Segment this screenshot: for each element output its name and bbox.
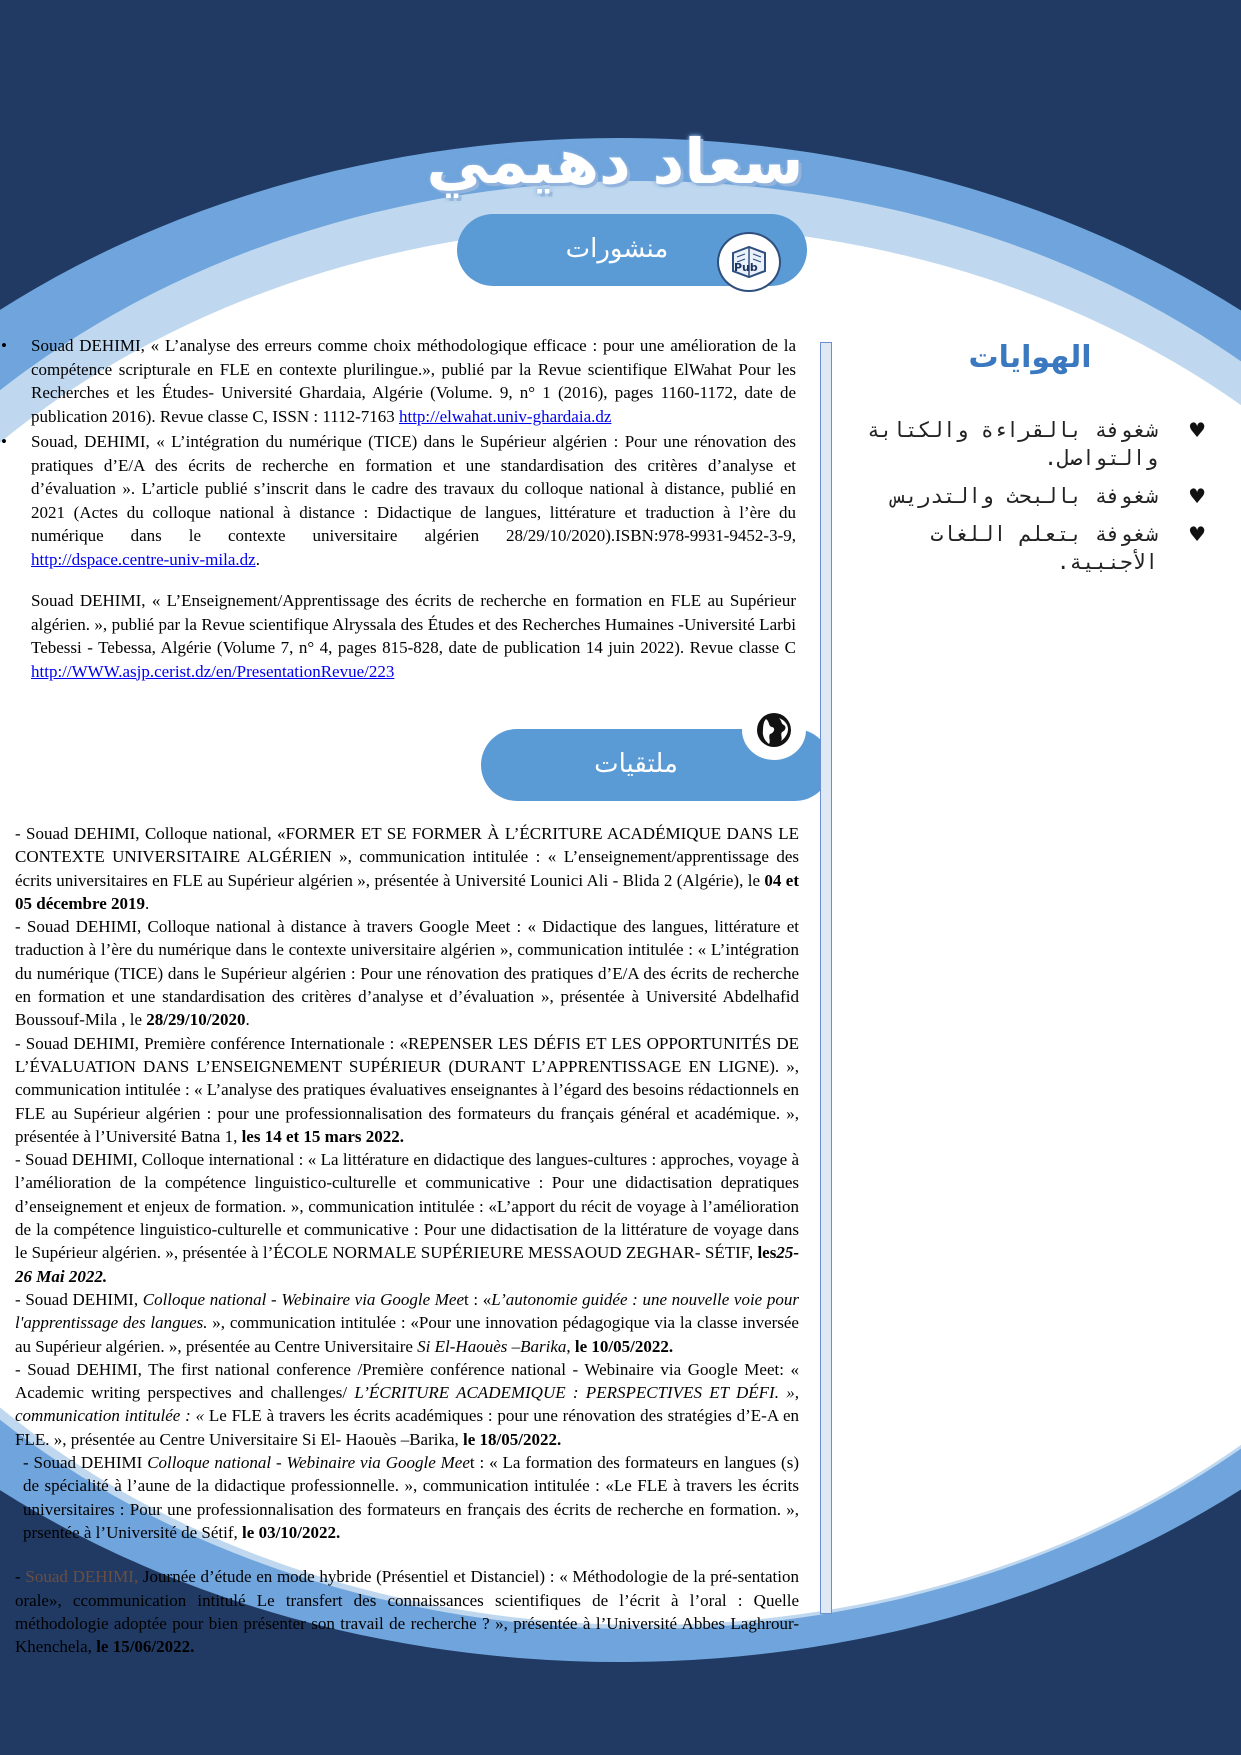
conference-theme: L’autonomie guidée : une nouvelle voie pour l'apprentissage des langues. xyxy=(15,1289,799,1333)
conference-item xyxy=(15,1148,799,1288)
publication-link[interactable]: http://dspace.centre-univ-mila.dz xyxy=(31,549,256,569)
conference-item xyxy=(15,1451,799,1544)
conference-text-part: , xyxy=(566,1336,575,1356)
conference-end: . xyxy=(145,893,150,913)
conference-text: - Souad DEHIMI xyxy=(23,1453,148,1473)
conference-date: le 03/10/2022. xyxy=(242,1522,341,1542)
hobby-text: شغوفة بالبحث والتدريس xyxy=(892,484,1158,508)
conference-date: le 18/05/2022. xyxy=(463,1429,562,1449)
publications-title: منشورات xyxy=(565,234,669,264)
conference-text-part: t : « xyxy=(464,1289,492,1309)
conference-item xyxy=(15,915,799,1031)
conference-event: Colloque national - Webinaire via Google Mee xyxy=(147,1453,470,1473)
hobby-item xyxy=(860,520,1220,576)
conference-item xyxy=(15,1358,799,1451)
publications-list xyxy=(1,334,796,685)
heart-icon: ♥ xyxy=(1188,484,1206,508)
conferences-list xyxy=(15,822,799,1658)
hobby-text: شغوفة بالقراءة والكتابة والتواصل. xyxy=(867,418,1158,470)
conference-text: - Souad DEHIMI, The first national conference /Première conférence national - Webinaire via Google Meet: « Academic writing perspectives and challenges/ xyxy=(15,1359,799,1403)
conference-venue: Si El-Haouès –Barika xyxy=(417,1336,567,1356)
conferences-title: ملتقيات xyxy=(594,749,678,779)
publication-link[interactable]: http://elwahat.univ-ghardaia.dz xyxy=(398,406,612,426)
conference-date: 25-26 Mai 2022. xyxy=(15,1243,799,1286)
conference-end: . xyxy=(245,1010,250,1030)
conference-text-part: t : « La formation des formateurs en langues (s) de spécialité à l’aune de la didactique professionnelle. », communication intitulée : «Le FLE à travers les écrits universitaires : Pour une professionnalisation des formateurs en français des écrits de recherche en formation. », prsentée à l’Université de Sétif, xyxy=(23,1453,799,1542)
publication-item xyxy=(1,430,796,571)
hobby-item xyxy=(860,482,1220,510)
hobbies-title: الهوايات xyxy=(968,340,1092,375)
svg-text:Pub: Pub xyxy=(734,261,758,274)
conference-item xyxy=(15,1288,799,1358)
globe-icon xyxy=(742,700,806,760)
publication-end: . xyxy=(255,549,260,569)
hobbies-list xyxy=(860,416,1220,586)
conference-text: - Souad DEHIMI, xyxy=(15,1289,143,1309)
person-name: سعاد دهيمي xyxy=(426,125,804,198)
bullet: • xyxy=(1,432,7,451)
publication-item xyxy=(31,589,796,683)
publication-icon xyxy=(717,232,781,292)
conference-text-part: Journée d’étude en mode hybride (Présentiel et Distanciel) : « Méthodologie de la pré-sentation orale», ccommunication intitulé Le transfert des connaissances scientifiques de l’écrit à l’oral : Quelle méthodologie adoptée pour bien présenter son travail de recherche ? », présentée à l’Université Abbes Laghrour-Khenchela, xyxy=(15,1567,799,1657)
conference-date: 28/29/10/2020 xyxy=(146,1010,246,1030)
heart-icon: ♥ xyxy=(1188,522,1206,546)
conference-text: - Souad DEHIMI, Première conférence Internationale : «REPENSER LES DÉFIS ET LES OPPORTUNITÉS DE L’ÉVALUATION DANS L’ENSEIGNEMENT SUPÉRIEUR (DURANT L’APPRENTISSAGE EN LIGNE). », communication intitulée : « L’analyse des pratiques évaluatives enseignantes à l’égard des besoins rédactionnels en FLE au Supérieur algérien : pour une professionnalisation des formateurs du français général et académique. », présentée à l’Université Batna 1, xyxy=(15,1033,799,1146)
conference-date: 04 et 05 décembre 2019 xyxy=(15,870,799,913)
conference-text: - Souad DEHIMI, Colloque national à distance à travers Google Meet : « Didactique des langues, littérature et traduction à l’ère du numérique dans le contexte universitaire algérien », communication intitulée : « L’intégration du numérique (TICE) dans le Supérieur algérien : Pour une rénovation des pratiques d’E/A des écrits de recherche en formation et une standardisation des critères d’analyse et d’évaluation », présentée à Université Abdelhafid Boussouf-Mila , le xyxy=(15,917,799,1030)
conference-date: le 10/05/2022. xyxy=(574,1336,674,1356)
conference-item xyxy=(15,822,799,915)
conference-date: les 14 et 15 mars 2022. xyxy=(241,1126,404,1146)
publication-text: Souad DEHIMI, « L’analyse des erreurs comme choix méthodologique efficace : pour une amélioration de la compétence scripturale en FLE en contexte plurilingue.», publié par la Revue scientifique ElWahat Pour les Recherches et les Études- Université Ghardaia, Algérie (Volume. 9, n° 1 (2016), pages 1160-1172, date de publication 2016). Revue classe C, ISSN : 1112-7163 xyxy=(31,336,796,426)
publication-link[interactable]: http://WWW.asjp.cerist.dz/en/PresentationRevue/223 xyxy=(31,661,395,681)
conference-text: - Souad DEHIMI, Colloque national, «FORMER ET SE FORMER À L’ÉCRITURE ACADÉMIQUE DANS LE CONTEXTE UNIVERSITAIRE ALGÉRIEN », communication intitulée : « L’enseignement/apprentissage des écrits universitaires en FLE au Supérieur algérien », présentée à Université Lounici Ali - Blida 2 (Algérie), le xyxy=(15,824,799,890)
conference-author: Souad DEHIMI, xyxy=(25,1567,139,1587)
conference-text: - xyxy=(15,1567,26,1587)
publication-text: Souad, DEHIMI, « L’intégration du numérique (TICE) dans le Supérieur algérien : Pour une rénovation des pratiques d’E/A des écrits de recherche en formation et une standardisation des critères d’analyse et d’évaluation ». L’article publié s’inscrit dans le cadre des travaux du colloque national à distance, publié en 2021 (Actes du colloque national à distance : Didactique de langues, littérature et traduction à l’ère du numérique dans le contexte universitaire algérien 28/29/10/2020).ISBN:978-9931-9452-3-9, xyxy=(31,432,796,545)
publication-text: Souad DEHIMI, « L’Enseignement/Apprentissage des écrits de recherche en formation en FLE au Supérieur algérien. », publié par la Revue scientifique Alryssala des Études et des Recherches Humaines -Université Larbi Tebessi - Tebessa, Algérie (Volume 7, n° 4, pages 815-828, date de publication 14 juin 2022). Revue classe C xyxy=(31,591,796,657)
heart-icon: ♥ xyxy=(1188,418,1206,442)
publication-item xyxy=(1,334,796,428)
hobby-item xyxy=(860,416,1220,472)
conference-text: - Souad DEHIMI, Colloque international : « La littérature en didactique des langues-cultures : approches, voyage à l’amélioration de la compétence linguistico-culturelle et communicative : Pour une didactisation depratiques d’enseignement et enjeux de formation. », communication intitulée : «L’apport du récit de voyage à l’amélioration de la compétence linguistico-culturelle et communicative : Pour une didactisation de la littérature de voyage dans le Supérieur algérien. », présentée à l’ÉCOLE NORMALE SUPÉRIEURE MESSAOUD ZEGHAR- SÉTIF, xyxy=(15,1150,799,1263)
conference-item xyxy=(15,1032,799,1148)
conference-event: Colloque national - Webinaire via Google Mee xyxy=(142,1289,465,1309)
vertical-divider xyxy=(820,342,832,1614)
conference-item xyxy=(15,1565,799,1658)
hobby-text: شغوفة بتعلم اللغات الأجنبية. xyxy=(930,522,1158,574)
conference-theme: L’ÉCRITURE ACADEMIQUE : PERSPECTIVES ET DÉFI. », communication intitulée : « xyxy=(15,1383,799,1426)
conference-date-lead: les xyxy=(757,1243,777,1263)
bullet: • xyxy=(1,336,7,355)
conference-text-part: Le FLE à travers les écrits académiques : pour une rénovation des stratégies d’E-A en FLE. », présentée au Centre Universitaire Si El- Haouès –Barika, xyxy=(15,1406,800,1449)
conference-date: le 15/06/2022. xyxy=(96,1637,195,1657)
conference-text-part: », communication intitulée : «Pour une innovation pédagogique via la classe inversée au Supérieur algérien. », présentée au Centre Universitaire xyxy=(15,1313,799,1356)
